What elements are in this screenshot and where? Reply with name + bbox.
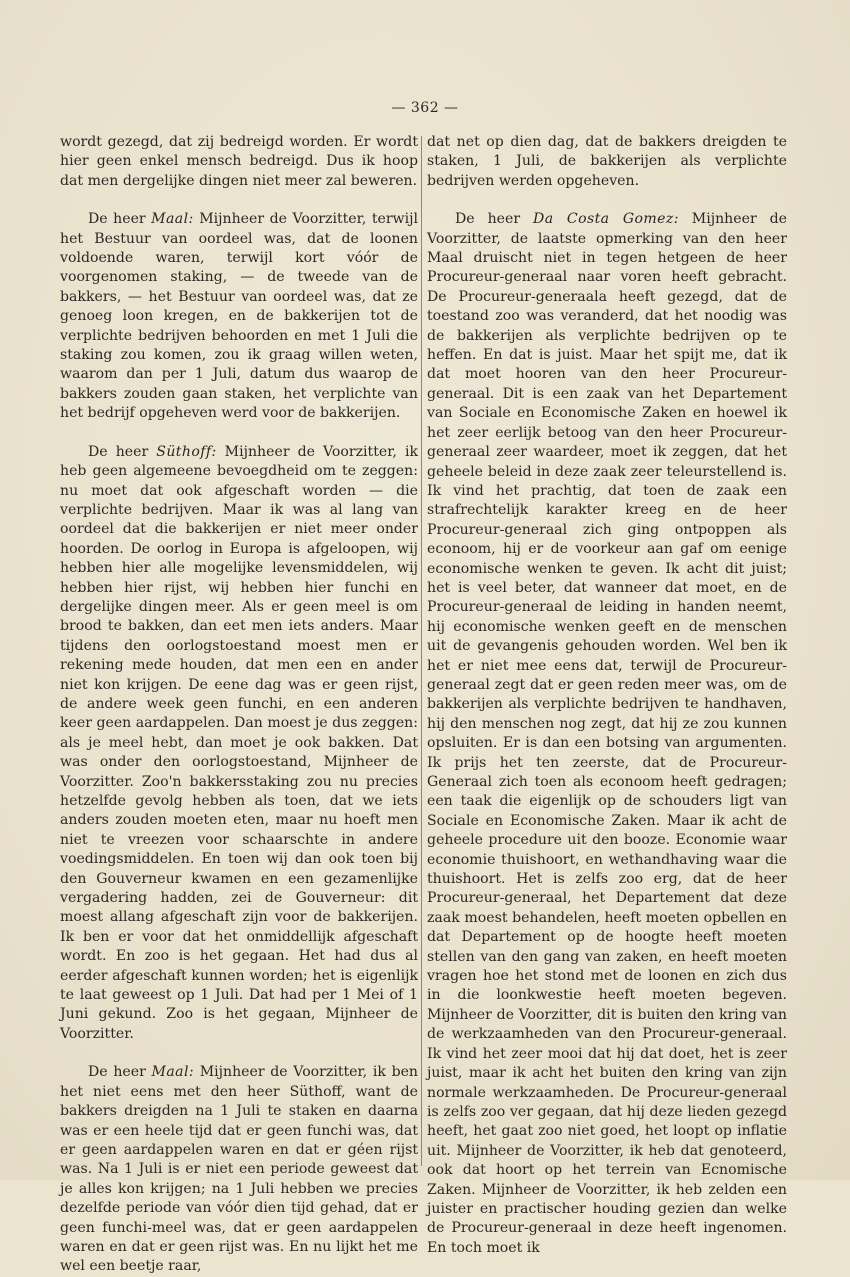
left-column (60, 133, 418, 1277)
paragraph-text: Mijnheer de Voorzitter, ik heb geen algemeene bevoegdheid om te zeggen: nu moet dat ook afgeschaft worden — die verplichte bedrijven. Maar ik was al lang van oordeel dat die bakkerijen er niet meer onder hoorden. De oorlog in Europa is afgeloopen, wij hebben hier alle mogelijke levensmiddelen, wij hebben hier rijst, wij hebben hier funchi en dergelijke dingen meer. Als er geen meel is om brood te bakken, dan eet men iets anders. Maar tijdens den oorlogstoestand moest men er rekening mede houden, dat men een en ander niet kon krijgen. De eene dag was er geen rijst, de andere week geen funchi, en een anderen keer geen aardappelen. Dan moest je dus zeggen: als je meel hebt, dan moet je ook bakken. Dat was onder den oorlogstoestand, Mijnheer de Voorzitter. Zoo'n bakkersstaking zou nu precies hetzelfde gevolg hebben als toen, dat we iets anders zouden moeten eten, maar nu hoeft men niet te vreezen voor schaarschte in andere voedingsmiddelen. En toen wij dan ook toen bij den Gouverneur kwamen en een gezamenlijke vergadering hadden, zei de Gouverneur: dit moest allang afgeschaft zijn voor de bakkerijen. Ik ben er voor dat het onmiddellijk afgeschaft wordt. En zoo is het gegaan. Het had dus al eerder afgeschaft kunnen worden; het is eigenlijk te laat geweest op 1 Juli. Dat had per 1 Mei of 1 Juni gekund. Zoo is het gegaan, Mijnheer de Voorzitter. (60, 443, 418, 1042)
speaker-paragraph (60, 1063, 418, 1276)
speaker-intro: De heer (455, 211, 521, 228)
speaker-intro: De heer (88, 443, 149, 460)
paragraph-text: Mijnheer de Voorzitter, terwijl het Bestuur van oordeel was, dat de loonen voldoende waren, terwijl kort vóór de voorgenomen staking, — de tweede van de bakkers, — het Bestuur van oordeel was, dat ze genoeg loon kregen, en de bakkerijen tot de verplichte bedrijven behoorden en met 1 Juli die staking zou komen, zou ik graag willen weten, waarom dan per 1 Juli, datum dus waarop de bakkers zouden gaan staken, het verplichte van het bedrijf opgeheven werd voor de bakkerijen. (60, 211, 419, 422)
paragraph (427, 133, 787, 191)
speaker-paragraph (60, 443, 418, 1045)
column-divider (421, 136, 422, 1166)
page-number: — 362 — (391, 100, 459, 116)
speaker-name: Maal: (151, 211, 194, 228)
speaker-intro: De heer (88, 1064, 146, 1081)
paragraph (60, 133, 418, 191)
right-column (427, 133, 787, 1258)
speaker-intro: De heer (88, 211, 146, 228)
paragraph-text: Mijnheer de Voorzitter, de laatste opmerking van den heer Maal druischt niet in tegen hetgeen de heer Procureur-generaal naar voren heeft gebracht. De Procureur-generaala heeft gezegd, dat de toestand zoo was veranderd, dat het noodig was de bakkerijen als verplichte bedrijven op te heffen. En dat is juist. Maar het spijt me, dat ik dat moet hooren van den heer Procureur-generaal. Dit is een zaak van het Departement van Sociale en Economische Zaken en hoewel ik het zeer eerlijk betoog van den heer Procureur-generaal zeer waardeer, moet ik zeggen, dat het geheele beleid in deze zaak zeer teleurstellend is. Ik vind het prachtig, dat toen de zaak een strafrechtelijk karakter kreeg en de heer Procureur-generaal zich ging ontpoppen als econoom, hij er de voorkeur aan gaf om eenige economische wenken te geven. Ik acht dit juist; het is veel beter, dat wanneer dat moet, en de Procureur-generaal de leiding in handen neemt, hij economische wenken geeft en de menschen uit de gevangenis gehouden worden. Wel ben ik het er niet mee eens dat, terwijl de Procureur-generaal zegt dat er geen reden meer was, om de bakkerijen als verplichte bedrijven te handhaven, hij den menschen nog zegt, dat hij ze zou kunnen opsluiten. Er is dan een botsing van argumenten. Ik prijs het ten zeerste, dat de Procureur-Generaal zich toen als econoom heeft gedragen; een taak die eigenlijk op de schouders ligt van Sociale en Economische Zaken. Maar ik acht de geheele procedure uit den booze. Economie waar economie thuishoort, en wethandhaving waar die thuishoort. Het is zelfs zoo erg, dat de heer Procureur-generaal, het Departement dat deze zaak moest behandelen, heeft moeten opbellen en dat Departement op de hoogte heeft moeten stellen van den gang van zaken, en heeft moeten vragen hoe het stond met de loonen en zich dus in die loonkwestie heeft moeten begeven. Mijnheer de Voorzitter, dit is buiten den kring van de werkzaamheden van den Procureur-generaal. Ik vind het zeer mooi dat hij dat doet, het is zeer juist, maar ik acht het buiten den kring van zijn normale werkzaamheden. De Procureur-generaal is zelfs zoo ver gegaan, dat hij deze lieden gezegd heeft, het gaat zoo niet goed, het loopt op inflatie uit. Mijnheer de Voorzitter, ik heb dat genoteerd, ook dat hoort op het terrein van Ecnomische Zaken. Mijnheer de Voorzitter, ik heb zelden een juister en practischer houding gezien dan welke de Procureur-generaal in deze heeft ingenomen. En toch moet ik (427, 211, 787, 1256)
speaker-paragraph (60, 210, 418, 423)
paragraph-text: wordt gezegd, dat zij bedreigd worden. Er wordt hier geen enkel mensch bedreigd. Dus ik hoop dat men dergelijke dingen niet meer zal beweren. (60, 134, 418, 189)
speaker-paragraph (427, 210, 787, 1258)
speaker-name: Maal: (151, 1064, 195, 1081)
paragraph-text: dat net op dien dag, dat de bakkers dreigden te staken, 1 Juli, de bakkerijen als verplichte bedrijven werden opgeheven. (427, 134, 787, 189)
speaker-name: Da Costa Gomez: (533, 211, 679, 228)
speaker-name: Süthoff: (156, 443, 217, 460)
paragraph-text: Mijnheer de Voorzitter, ik ben het niet eens met den heer Süthoff, want de bakkers dreigden na 1 Juli te staken en daarna was er een heele tijd dat er geen funchi was, dat er geen aardappelen waren en dat er géen rijst was. Na 1 Juli is er niet een periode geweest dat je alles kon krijgen; na 1 Juli hebben we precies dezelfde periode van vóór dien tijd gehad, dat er geen funchi-meel was, dat er geen aardappelen waren en dat er geen rijst was. En nu lijkt het me wel een beetje raar, (60, 1064, 419, 1275)
